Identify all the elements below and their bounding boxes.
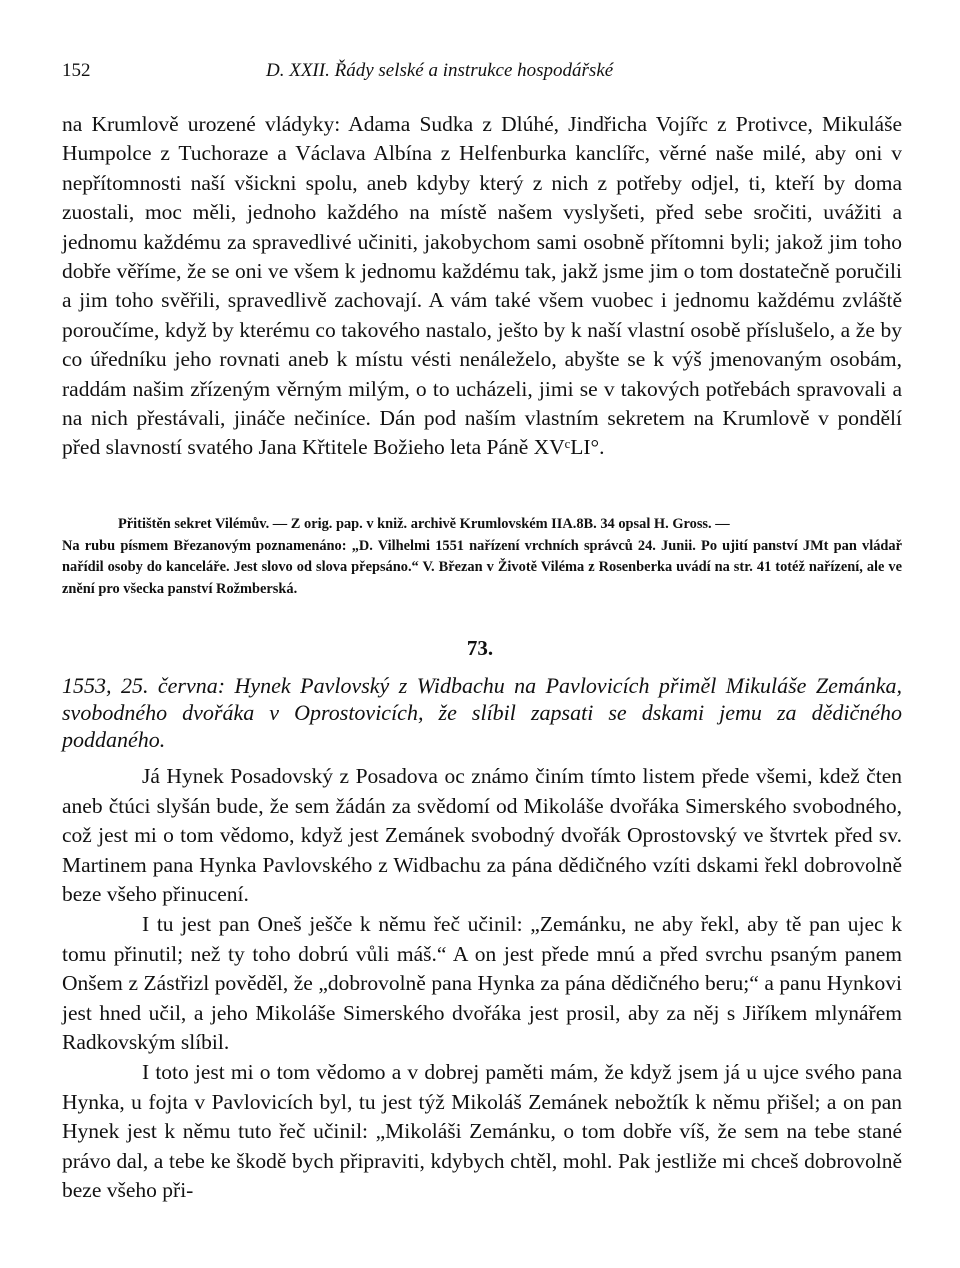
document-paragraph-1: Já Hynek Posadovský z Posadova oc známo činím tímto listem přede všemi, kdež čten aneb čtúci slyšán bude, že sem žádán za svědomí od Mikoláše dvořáka Simerského svobodného, což jest mi o tom vědomo, když jest Zemánek svobodný dvořák Oprostovský ve štvrtek před sv. Martinem pana Hynka Pavlovského z Widbachu za pána dědičného vzíti dskami řekl dobrovolně beze všeho přinucení.: [62, 764, 902, 907]
document-number: 73.: [466, 636, 494, 660]
page-number: 152: [62, 60, 91, 81]
regest-text: Hynek Pavlovský z Widbachu na Pavlovicích přiměl Mikuláše Zemánka, svobodného dvořáka v Oprostovicích, že slíbil zapsati se dskami jemu za dědičného poddaného.: [62, 673, 902, 752]
continued-paragraph: [62, 110, 902, 463]
document-paragraph-3: I toto jest mi o tom vědomo a v dobrej paměti mám, že když jsem já u ujce svého pana Hynka, u fojta v Pavlovicích byl, tu jest týž Mikoláš Zemánek nebožtík k němu přišel; a on pan Hynek jest k němu tuto řeč učinil: „Mikoláši Zemánku, o tom dobře víš, že sem na tebe stané právo dal, a tebe ke škodě bych připraviti, kdybych chtěl, mohl. Pak jestliže mi chceš dobrovolně beze všeho při-: [62, 1059, 902, 1203]
body-paragraph: na Krumlově urozené vládyky: Adama Sudka z Dlúhé, Jindřicha Vojířc z Protivce, Mikuláše Humpolce z Tuchoraze a Václava Albína z Helfenburka kanclířc, věrné naše milé, aby oni v nepřítomnosti naší všickni spolu, aneb kdyby který z nich z potřeby odjel, ti, kteří by doma zuostali, moc měli, jednoho každého na místě našem vyslyšeti, před sebe sročiti, uvážiti a jednomu každému za spravedlivé učiniti, jakobychom sami osobně přítomni byli; jakož jim toho dobře věříme, že se oni ve všem k jednomu každému tak, jakž jsme jim o tom dostatečně poručili a jim toho svěřili, spravedlivě zachovají. A vám také všem vuobec i jednomu každému zvláště poroučíme, když by kterému co takového nastalo, ješto by k naší vlastní osobě příslušelo, a že by co úředníku jeho rovnati aneb k místu vésti nenáleželo, abyšte se k výš jmenovaným osobám, raddám našim zřízeným věrným milým, o to ucházeli, jimi se v takových potřebách spravovali a na nich přestávali, jináče nečiníce. Dán pod naším vlastním sekretem na Krumlově v pondělí před slavností svatého Jana Křtitele Božieho leta Páně XVᶜLI°.: [62, 112, 902, 460]
document-regest: [62, 672, 902, 753]
source-note-line-1: Přitištěn sekret Vilémův. — Z orig. pap. v kniž. archivě Krumlovském IIA.8B. 34 opsal H. Gross. —: [118, 516, 730, 532]
source-notes: [62, 514, 902, 600]
page-header: [62, 60, 902, 90]
running-head: D. XXII. Řády selské a instrukce hospodářské: [266, 60, 614, 81]
document-text: [62, 762, 902, 1206]
regest-date: 1553, 25. června:: [62, 673, 226, 698]
source-note-line-2: Na rubu písmem Březanovým poznamenáno: „D. Vilhelmi 1551 nařízení vrchních správců 24. Junii. Po ujití panství JMt pan vládař nařídil osoby do kanceláře. Jest slovo od slova přepsáno.“ V. Březan v Životě Viléma z Rosenberka uvádí na str. 41 totéž nařízení, ale ve znění pro všecka panství Rožmberská.: [62, 537, 902, 597]
document-paragraph-2: I tu jest pan Oneš ješče k němu řeč učinil: „Zemánku, ne aby řekl, aby tě pan ujec k tomu přinutil; než ty toho dobrú vůli máš.“ A on jest přede mnú a před svrchu psaným panem Onšem z Zástřizl pověděl, že „dobrovolně pana Hynka za pána dědičného beru;“ a panu Hynkovi jest hned učil, a jeho Mikoláše Simerského dvořáka jest prosil, aby za něj s Jiříkem mlynářem Radkovským slíbil.: [62, 911, 902, 1055]
